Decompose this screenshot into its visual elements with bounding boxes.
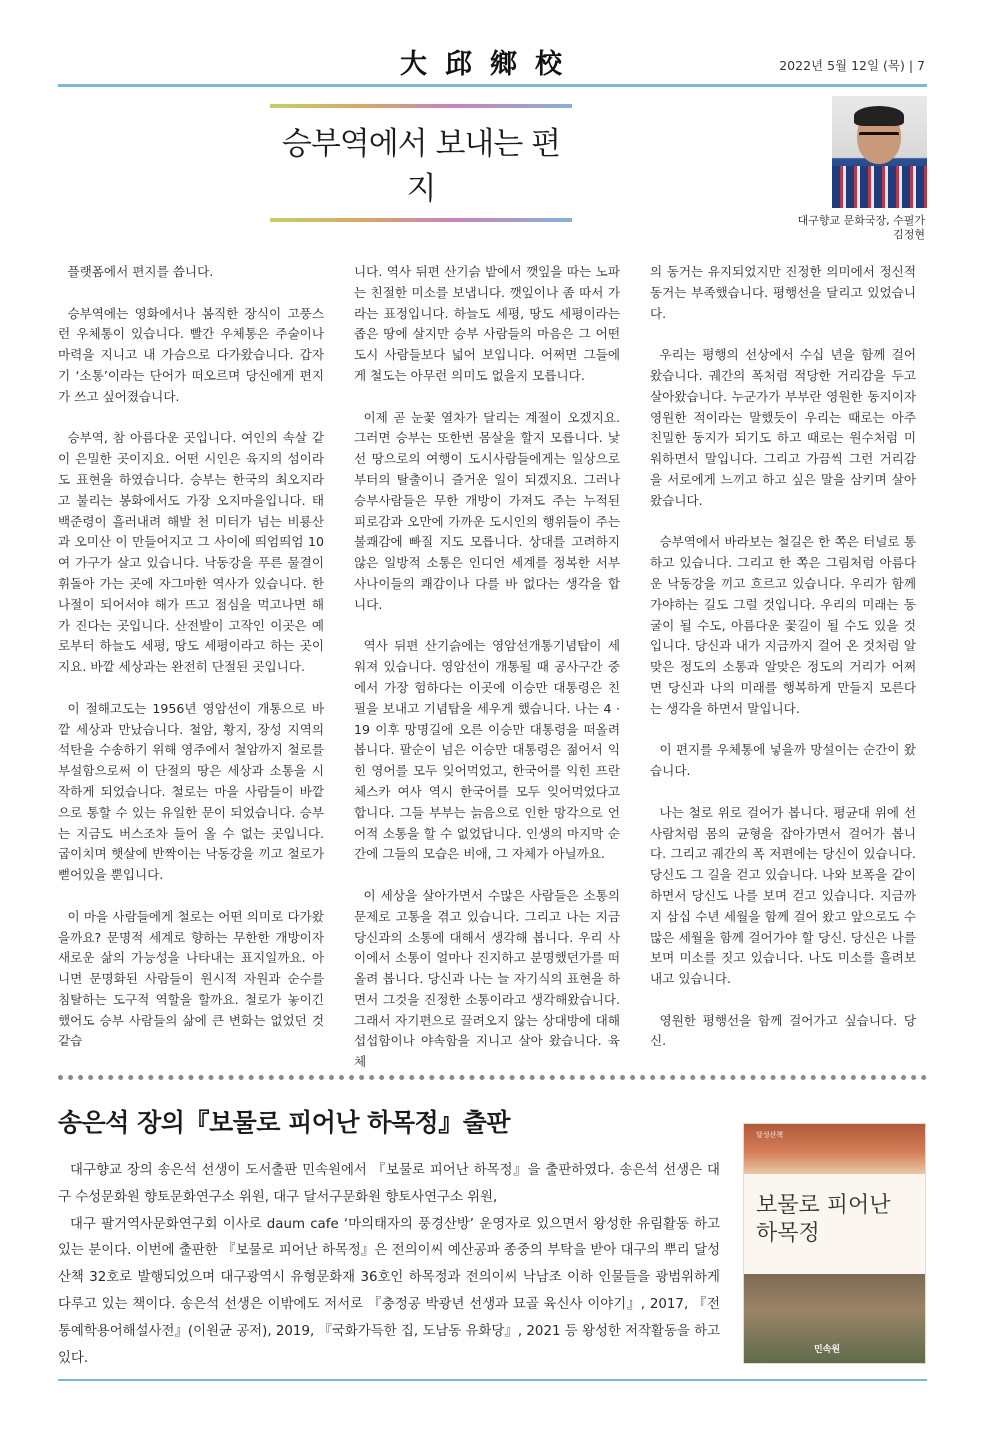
paragraph: 이 세상을 살아가면서 수많은 사람들은 소통의 문제로 고통을 겪고 있습니다. 그리고 나는 지금 당신과의 소통에 대해서 생각해 봅니다. 우리 사이에서 소통이 얼마나 진지하고 분명했던가를 떠올려 봅니다. 당신과 나는 늘 자기식의 표현을 하면서 그것을 진정한 소통이라고 생각해왔습니다. 그래서 자기편으로 끌려오지 않는 상대방에 대해 섭섭함이나 야속함을 지니고 살아 왔습니다. 육체 bbox=[354, 887, 620, 1070]
author-caption-role: 대구향교 문화국장, 수필가 bbox=[797, 214, 925, 227]
book-publisher: 민속원 bbox=[814, 1345, 841, 1355]
article-columns bbox=[58, 262, 927, 1070]
book-cover bbox=[744, 1124, 925, 1363]
section-divider bbox=[58, 1075, 927, 1080]
paragraph: 대구 팔거역사문화연구회 이사로 daum cafe ‘마의태자의 풍경산방’ 운영자로 있으면서 왕성한 유림활동 하고 있는 분이다. 이번에 출판한 『보물로 피어난 하목정』은 전의이씨 예산공파 종중의 부탁을 받아 대구의 뿌리 달성산책 32호로 발행되었으며 대구광역시 유형문화재 36호인 하목정과 전의이씨 낙남조 이하 인물들을 광범위하게 다루고 있는 책이다. 송은석 선생은 이밖에도 저서로 『충정공 박광년 선생과 묘골 육신사 이야기』, 2017, 『전통예학용어해설사전』(이원균 공저), 2019, 『국화가득한 집, 도남동 유화당』, 2021 등 왕성한 저작활동을 하고 있다. bbox=[58, 1216, 720, 1366]
paragraph: 승부역에는 영화에서나 봄직한 장식이 고풍스런 우체통이 있습니다. 빨간 우체통은 주술이나 마력을 지니고 내 가슴으로 다가왔습니다. 갑자기 ‘소통’이라는 단어가 떠오르며 당신에게 편지가 쓰고 싶어졌습니다. bbox=[58, 305, 324, 404]
paragraph: 우리는 평행의 선상에서 수십 년을 함께 걸어 왔습니다. 궤간의 폭처럼 적당한 거리감을 두고 살아왔습니다. 누군가가 부부란 영원한 동지이자 영원한 적이라는 말했듯이 우리는 때로는 아주 친밀한 동지가 되기도 하고 때로는 원수처럼 미워하면서 말입니다. 그리고 가끔씩 그런 거리감을 서로에게 느끼고 하고 싶은 말을 삼키며 살아왔습니다. bbox=[650, 347, 916, 508]
paragraph: 이 편지를 우체통에 넣을까 망설이는 순간이 왔습니다. bbox=[650, 742, 916, 779]
masthead-rule bbox=[58, 84, 927, 87]
book-title-line1: 보물로 피어난 bbox=[756, 1193, 891, 1218]
author-caption-name: 김정현 bbox=[893, 228, 925, 241]
paragraph: 이 절해고도는 1956년 영암선이 개통으로 바깥 세상과 만났습니다. 철암, 황지, 장성 지역의 석탄을 수송하기 위해 영주에서 철암까지 철로를 부설함으로써 이 단절의 땅은 세상과 소통을 시작하게 되었습니다. 철로는 마을 사람들이 바깥으로 통할 수 있는 유일한 문이 되었습니다. 승부는 지금도 버스조차 들어 올 수 없는 곳입니다. 굽이치며 햇살에 반짝이는 낙동강을 끼고 철로가 뻗어있을 뿐입니다. bbox=[58, 700, 324, 883]
column-3 bbox=[650, 262, 916, 1052]
paragraph: 플랫폼에서 편지를 씁니다. bbox=[67, 264, 214, 279]
author-caption bbox=[725, 214, 925, 242]
column-2 bbox=[354, 262, 620, 1073]
masthead bbox=[0, 36, 983, 80]
book-title-line2: 하목정 bbox=[756, 1221, 820, 1246]
paragraph: 역사 뒤편 산기슭에는 영암선개통기념탑이 세워져 있습니다. 영암선이 개통될 때 공사구간 중에서 가장 험하다는 이곳에 이승만 대통령은 친필을 보내고 기념탑을 세우게 했습니다. 나는 4 · 19 이후 망명길에 오른 이승만 대통령을 떠올려봅니다. 팔순이 넘은 이승만 대통령은 젊어서 익힌 영어를 모두 잊어먹었고, 한국어를 익힌 프란체스카 여사 역시 한국어를 모두 잊어먹었다고 합니다. 그들 부부는 늙음으로 인한 망각으로 언어적 소통을 할 수 없었답니다. 인생의 마지막 순간에 그들의 모습은 비애, 그 자체가 아닐까요. bbox=[354, 638, 620, 862]
news-headline: 송은석 장의『보물로 피어난 하목정』출판 bbox=[58, 1108, 511, 1137]
paragraph: 이 마을 사람들에게 철로는 어떤 의미로 다가왔을까요? 문명적 세계로 향하는 무한한 개방이자 새로운 삶의 가능성을 나타내는 표지일까요. 아니면 문명화된 사람들이 원시적 자원과 순수를 침탈하는 도구적 역할을 할까요. 철로가 놓이긴 했어도 승부 사람들의 삶에 큰 변화는 없었던 것 같습 bbox=[58, 908, 324, 1049]
headline-stripe-bottom bbox=[270, 218, 572, 222]
footer-rule bbox=[58, 1379, 927, 1381]
paragraph: 대구향교 장의 송은석 선생이 도서출판 민속원에서 『보물로 피어난 하목정』을 출판하였다. 송은석 선생은 대구 수성문화원 향토문화연구소 위원, 대구 달서구문화원 향토사연구소 위원, bbox=[58, 1163, 720, 1205]
column-1 bbox=[58, 262, 324, 1052]
paragraph: 의 동거는 유지되었지만 진정한 의미에서 정신적 동거는 부족했습니다. 평행선을 달리고 있었습니다. bbox=[650, 264, 916, 321]
portrait-hair bbox=[854, 106, 904, 126]
news-body bbox=[58, 1158, 720, 1372]
paragraph: 나는 철로 위로 걸어가 봅니다. 평균대 위에 선 사람처럼 몸의 균형을 잡아가면서 걸어가 봅니다. 그리고 궤간의 폭 저편에는 당신이 있습니다. 당신도 그 길을 걷고 있습니다. 나와 보폭을 같이 하면서 당신도 나를 보며 걷고 있습니다. 지금까지 삼십 수년 세월을 함께 걸어 왔고 앞으로도 수많은 세월을 함께 걸어가야 할 당신. 당신은 나를 보며 미소를 짓고 있습니다. 나도 미소를 흘려보내고 있습니다. bbox=[650, 804, 916, 987]
issue-date: 2022년 5월 12일 (목) | 7 bbox=[779, 58, 925, 73]
paragraph: 승부역에서 바라보는 철길은 한 쪽은 터널로 통하고 있습니다. 그리고 한 쪽은 그림처럼 아름다운 낙동강을 끼고 흐르고 있습니다. 우리가 함께 가야하는 길도 그럴 것입니다. 우리의 미래는 동굴이 될 수도, 아름다운 꽃길이 될 수도 있을 것입니다. 당신과 내가 지금까지 걸어 온 것처럼 알맞은 정도의 소통과 알맞은 정도의 거리가 어쩌면 당신과 나의 미래를 행복하게 만들지 모른다는 생각을 하면서 말입니다. bbox=[650, 534, 916, 716]
book-title bbox=[756, 1192, 891, 1248]
paragraph: 영원한 평행선을 함께 걸어가고 싶습니다. 당신. bbox=[650, 1012, 916, 1049]
headline-block bbox=[270, 104, 572, 222]
portrait-glasses bbox=[859, 132, 899, 144]
author-portrait bbox=[832, 96, 927, 208]
paragraph: 니다. 역사 뒤편 산기슭 밭에서 깻잎을 따는 노파는 친절한 미소를 보냅니다. 깻잎이나 좀 따서 가라는 표정입니다. 하늘도 세평, 땅도 세평이라는 좁은 땅에 살지만 승부 사람들의 마음은 그 어떤 도시 사람들보다 넓어 보입니다. 어쩌면 그들에게 철도는 아무런 의미도 없을지 모릅니다. bbox=[354, 264, 620, 383]
paragraph: 승부역, 참 아름다운 곳입니다. 여인의 속살 같이 은밀한 곳이지요. 어떤 시인은 육지의 섬이라도 표현을 하였습니다. 승부는 한국의 최오지라고 불리는 봉화에서도 가장 오지마을입니다. 태백준령이 흘러내려 해발 천 미터가 넘는 비룡산과 오미산 이 만들어지고 그 사이에 띄엄띄엄 10여 가구가 살고 있습니다. 낙동강을 푸른 물결이 휘돌아 가는 곳에 자그마한 역사가 있습니다. 한나절이 되어서야 해가 뜨고 점심을 먹고나면 해가 진다는 곳입니다. 산전발이 고작인 이곳은 예로부터 하늘도 세평, 땅도 세평이라고 하는 곳이지요. 바깥 세상과는 완전히 단절된 곳입니다. bbox=[58, 430, 324, 675]
portrait-shirt bbox=[832, 166, 927, 208]
book-series: 달성산책 bbox=[756, 1131, 784, 1139]
paragraph: 이제 곧 눈꽃 열차가 달리는 계절이 오겠지요. 그러면 승부는 또한번 몸살을 할지 모릅니다. 낯선 땅으로의 여행이 도시사람들에게는 일상으로부터의 탈출이니 즐거운 일이 되겠지요. 그러나 승부사람들은 무한 개방이 가져도 주는 누적된 피로감과 오만에 가까운 도시인의 행위들이 주는 불쾌감에 빠질 지도 모릅니다. 상대를 고려하지 않은 일방적 소통은 인디언 세계를 정복한 서부사나이들의 쾌감이나 다를 바 없다는 생각을 합니다. bbox=[354, 409, 620, 612]
article-headline: 승부역에서 보내는 편지 bbox=[281, 126, 561, 207]
newspaper-title: 大邱鄉校 bbox=[400, 49, 580, 80]
